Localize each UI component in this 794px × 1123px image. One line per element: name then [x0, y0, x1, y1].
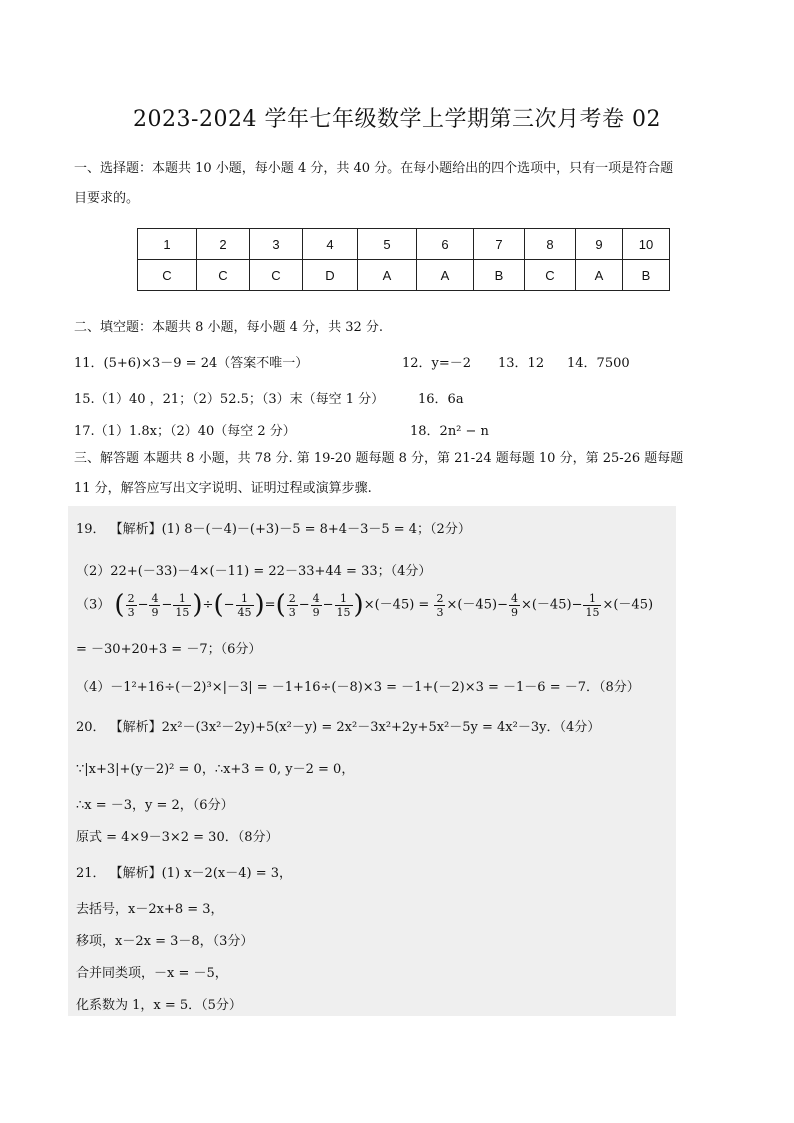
solution-20-line2: ∵|x+3|+(y－2)² = 0，∴x+3 = 0, y－2 = 0，	[76, 762, 355, 777]
answer-table-number-cell: 3	[250, 229, 303, 260]
answer-q15: 15.（1）40 ，21；（2）52.5；（3）末（每空 1 分）	[74, 392, 385, 407]
answer-table-answer-row	[138, 260, 670, 291]
answer-table-number-row	[138, 229, 670, 260]
answer-table-answer-cell: A	[417, 260, 474, 291]
solution-20-line3: ∴x = －3，y = 2，（6分）	[76, 798, 234, 813]
answer-q18: 18．2n² − n	[410, 424, 489, 439]
answer-table-number-cell: 4	[303, 229, 358, 260]
answer-table-number-cell: 7	[474, 229, 525, 260]
answer-table-answer-cell: C	[250, 260, 303, 291]
answer-table-number-cell: 2	[197, 229, 250, 260]
answer-table-number-cell: 5	[358, 229, 417, 260]
answer-table-answer-cell: B	[623, 260, 670, 291]
solution-19-part3-label: （3）	[76, 597, 111, 613]
answer-table-number-cell: 9	[576, 229, 623, 260]
answer-q13: 13．12	[498, 356, 545, 371]
section2-heading: 二、填空题：本题共 8 小题，每小题 4 分，共 32 分.	[74, 320, 384, 335]
solution-20-line1: 20． 【解析】2x²－(3x²－2y)+5(x²－y) = 2x²－3x²+2y+5x²－5y = 4x²－3y．（4分）	[76, 720, 601, 735]
solution-19-part1: 19． 【解析】(1) 8－(－4)－(+3)－5 = 8+4－3－5 = 4；（2分）	[76, 522, 471, 537]
answer-table-number-cell: 10	[623, 229, 670, 260]
solution-19-part4: （4）－1²+16÷(－2)³×|－3| = －1+16÷(－8)×3 = －1+(－2)×3 = －1－6 = －7．（8分）	[76, 680, 640, 695]
answer-q14: 14．7500	[567, 356, 630, 371]
answer-table-answer-cell: B	[474, 260, 525, 291]
section3-heading: 三、解答题 本题共 8 小题，共 78 分. 第 19-20 题每题 8 分，第 21-24 题每题 10 分，第 25-26 题每题 11 分，解答应写出文字说明、证明过程或演算步骤.	[74, 451, 684, 496]
solution-21-line1: 21． 【解析】(1) x－2(x－4) = 3，	[76, 866, 292, 881]
answer-table-answer-cell: A	[358, 260, 417, 291]
solution-21-line4: 合并同类项，－x = －5，	[76, 966, 228, 981]
answer-table-number-cell: 6	[417, 229, 474, 260]
solution-19-part3: （3） ( $\frac{2}{3}$ − $\frac{4}{9}$ − $\frac{1}{15}$ )÷(− $\frac{1}{45}$ )=( $\frac{2}{3}$ − $\frac{4}{9}$ − $\frac{1}{15}$ )×(－45) = $\frac{2}{3}$ ×(－45)− $\frac{4}{9}$ ×(－45)− $\frac{1}{15}$ ×(－45)	[76, 590, 654, 620]
answer-q16: 16．6a	[418, 392, 464, 407]
solution-21-line5: 化系数为 1，x = 5．（5分）	[76, 998, 242, 1013]
page-title: 2023-2024 学年七年级数学上学期第三次月考卷 02	[133, 107, 661, 132]
solution-20-line4: 原式 = 4×9－3×2 = 30．（8分）	[76, 830, 279, 845]
answer-table-answer-cell: C	[525, 260, 576, 291]
answer-q12: 12．y=－2	[402, 356, 472, 371]
answer-table-answer-cell: D	[303, 260, 358, 291]
answer-table-number-cell: 8	[525, 229, 576, 260]
answer-q17: 17.（1）1.8x；（2）40（每空 2 分）	[74, 424, 296, 439]
answer-table	[137, 228, 670, 291]
section1-heading: 一、选择题：本题共 10 小题，每小题 4 分，共 40 分。在每小题给出的四个选项中，只有一项是符合题目要求的。	[74, 161, 674, 206]
solution-19-part3-result: = －30+20+3 = －7；（6分）	[76, 642, 262, 657]
answer-table-number-cell: 1	[138, 229, 197, 260]
solution-21-line3: 移项，x－2x = 3－8，（3分）	[76, 934, 254, 949]
solution-19-part2: （2）22+(－33)－4×(－11) = 22－33+44 = 33；（4分）	[76, 564, 432, 579]
answer-table-answer-cell: A	[576, 260, 623, 291]
answer-table-answer-cell: C	[197, 260, 250, 291]
solution-21-line2: 去括号，x－2x+8 = 3，	[76, 902, 224, 917]
answer-table-answer-cell: C	[138, 260, 197, 291]
answer-q11: 11．(5+6)×3－9 = 24（答案不唯一）	[74, 356, 309, 371]
